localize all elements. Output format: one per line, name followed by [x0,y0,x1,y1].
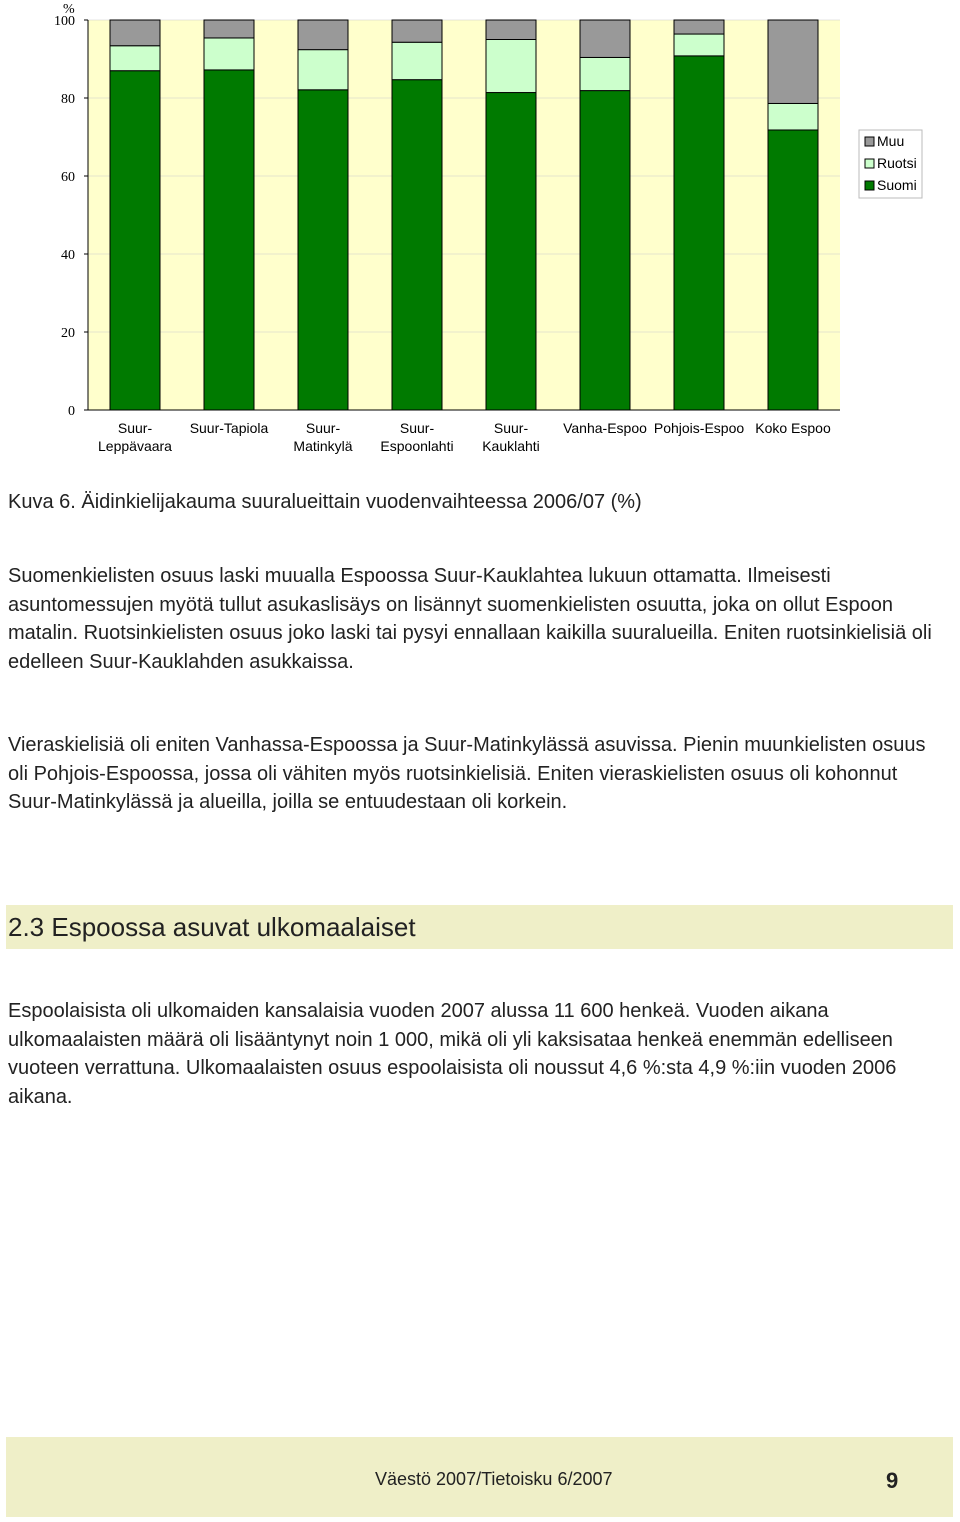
section-heading: 2.3 Espoossa asuvat ulkomaalaiset [8,912,416,942]
y-tick-label: 20 [61,326,75,341]
bar-segment-muu [674,20,724,34]
paragraph-foreign-languages: Vieraskielisiä oli eniten Vanhassa-Espoossa ja Suur-Matinkylässä asuvissa. Pienin muunkielisten osuus oli Pohjois-Espoossa, jossa oli vähiten myös ruotsinkielisiä. Eniten vieraskielisten osuus oli kohonnut Suur-Matinkylässä ja alueilla, joilla se entuudestaan oli korkein. [8,734,926,813]
bar-segment-ruotsi [486,40,536,93]
legend-swatch-suomi [865,181,874,190]
legend-label-suomi: Suomi [877,177,917,193]
bar-segment-muu [110,20,160,46]
bar-segment-ruotsi [298,50,348,90]
bar-segment-muu [580,20,630,57]
legend-swatch-muu [865,137,874,146]
bar-segment-suomi [674,56,724,410]
legend-swatch-ruotsi [865,159,874,168]
x-category-label: Suur-Matinkylä [293,420,353,454]
x-category-labels [98,420,831,454]
x-category-label: Suur-Leppävaara [98,420,172,454]
x-category-label: Vanha-Espoo [563,420,647,436]
bar-segment-ruotsi [392,42,442,79]
y-tick-labels [54,14,88,419]
legend [859,130,922,198]
bar-segment-muu [768,20,818,103]
bar-segment-muu [204,20,254,38]
y-tick-label: 60 [61,170,75,185]
x-category-label: Koko Espoo [755,420,831,436]
section-heading-bar [6,905,953,949]
plot-area [88,20,840,410]
bar-segment-ruotsi [674,34,724,56]
x-category-label: Suur-Espoonlahti [380,420,454,454]
bar-segment-suomi [486,93,536,410]
bar-segment-suomi [298,90,348,410]
publication-name: Väestö 2007/Tietoisku 6/2007 [375,1469,613,1489]
y-axis-title: % [63,2,75,17]
bar-segment-suomi [580,91,630,410]
bar-segment-suomi [204,70,254,410]
language-distribution-chart [0,0,960,470]
bar-segment-ruotsi [110,46,160,71]
x-category-label: Pohjois-Espoo [653,420,745,436]
bar-segment-muu [298,20,348,50]
legend-label-ruotsi: Ruotsi [877,155,917,171]
y-tick-label: 0 [68,404,75,419]
bar-segment-suomi [768,130,818,410]
y-tick-label: 80 [61,92,75,107]
paragraph-swedish-finnish: Suomenkielisten osuus laski muualla Espoossa Suur-Kauklahtea lukuun ottamatta. Ilmeisesti asuntomessujen myötä tullut asukaslisäys on lisännyt suomenkielisten osuutta, joka on ollut Espoon matalin. Ruotsinkielisten osuus joko laski tai pysyi ennallaan kaikilla suuralueilla. Eniten ruotsinkielisiä oli edelleen Suur-Kauklahden asukkaissa. [8,565,932,673]
x-category-label: Suur-Kauklahti [482,420,540,454]
bar-segment-suomi [392,80,442,410]
bar-segment-ruotsi [204,38,254,70]
figure-caption: Kuva 6. Äidinkielijakauma suuralueittain vuodenvaihteessa 2006/07 (%) [8,491,642,513]
bar-segment-muu [392,20,442,42]
bar-segment-muu [486,20,536,40]
y-tick-label: 40 [61,248,75,263]
paragraph-foreigners: Espoolaisista oli ulkomaiden kansalaisia vuoden 2007 alussa 11 600 henkeä. Vuoden aikana ulkomaalaisten määrä oli lisääntynyt noin 1 000, mikä oli yli kaksisataa henkeä enemmän edelliseen vuoteen verrattuna. Ulkomaalaisten osuus espoolaisista oli noussut 4,6 %:sta 4,9 %:iin vuoden 2006 aikana. [8,1000,897,1108]
bar-segment-ruotsi [580,57,630,90]
page-footer [6,1437,953,1517]
bar-segment-ruotsi [768,103,818,130]
x-category-label: Suur-Tapiola [189,420,269,436]
y-tick-label: 100 [54,14,75,29]
page-number: 9 [886,1468,899,1493]
legend-label-muu: Muu [877,133,905,149]
bar-segment-suomi [110,71,160,410]
